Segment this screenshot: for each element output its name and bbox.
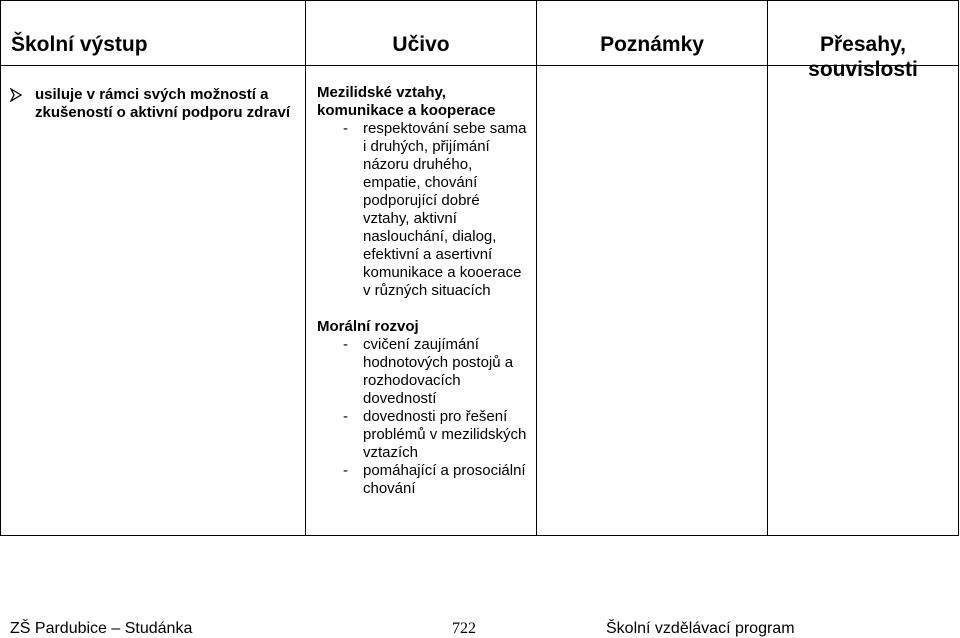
topic-items bbox=[317, 120, 530, 300]
outcome-cell bbox=[1, 66, 306, 536]
topic-block-vztahy bbox=[306, 66, 536, 498]
list-item: - cvičení zaujímání hodnotových postojů a rozhodovacích dovedností bbox=[343, 336, 514, 407]
header-poznamky: Poznámky bbox=[537, 1, 768, 66]
presahy-cell bbox=[768, 66, 959, 536]
outcome-item bbox=[1, 66, 305, 122]
header-row bbox=[1, 1, 959, 66]
footer-page-number: 722 bbox=[452, 620, 476, 637]
header-presahy-line1: Přesahy, bbox=[820, 33, 906, 56]
list-item: - dovednosti pro řešení problémů v mezilidských vztazích bbox=[343, 408, 527, 461]
poznamky-cell bbox=[537, 66, 768, 536]
list-item: - respektování sebe sama i druhých, přijímání názoru druhého, empatie, chování podporující dobré vztahy, aktivní naslouchání, dialog, efektivní a asertivní komunikace a kooerace v různých situacích bbox=[343, 120, 527, 299]
arrow-bullet-icon bbox=[9, 86, 35, 122]
page-footer bbox=[0, 619, 960, 638]
header-presahy-line2: souvislosti bbox=[808, 58, 918, 81]
content-row bbox=[1, 66, 959, 536]
outcome-text: usiluje v rámci svých možností a zkušeností o aktivní podporu zdraví bbox=[35, 86, 291, 121]
footer-program-name: Školní vzdělávací program bbox=[606, 620, 795, 637]
header-ucivo: Učivo bbox=[306, 1, 537, 66]
topic-title: Morální rozvoj bbox=[317, 318, 419, 335]
ucivo-cell bbox=[306, 66, 537, 536]
topic-title: Mezilidské vztahy, komunikace a kooperace bbox=[317, 84, 496, 119]
header-skolni-vystup: Školní výstup bbox=[1, 1, 306, 66]
footer-school-name: ZŠ Pardubice – Studánka bbox=[10, 620, 193, 637]
list-item: - pomáhající a prosociální chování bbox=[343, 462, 526, 497]
header-presahy bbox=[768, 1, 959, 81]
topic-items bbox=[317, 336, 530, 498]
